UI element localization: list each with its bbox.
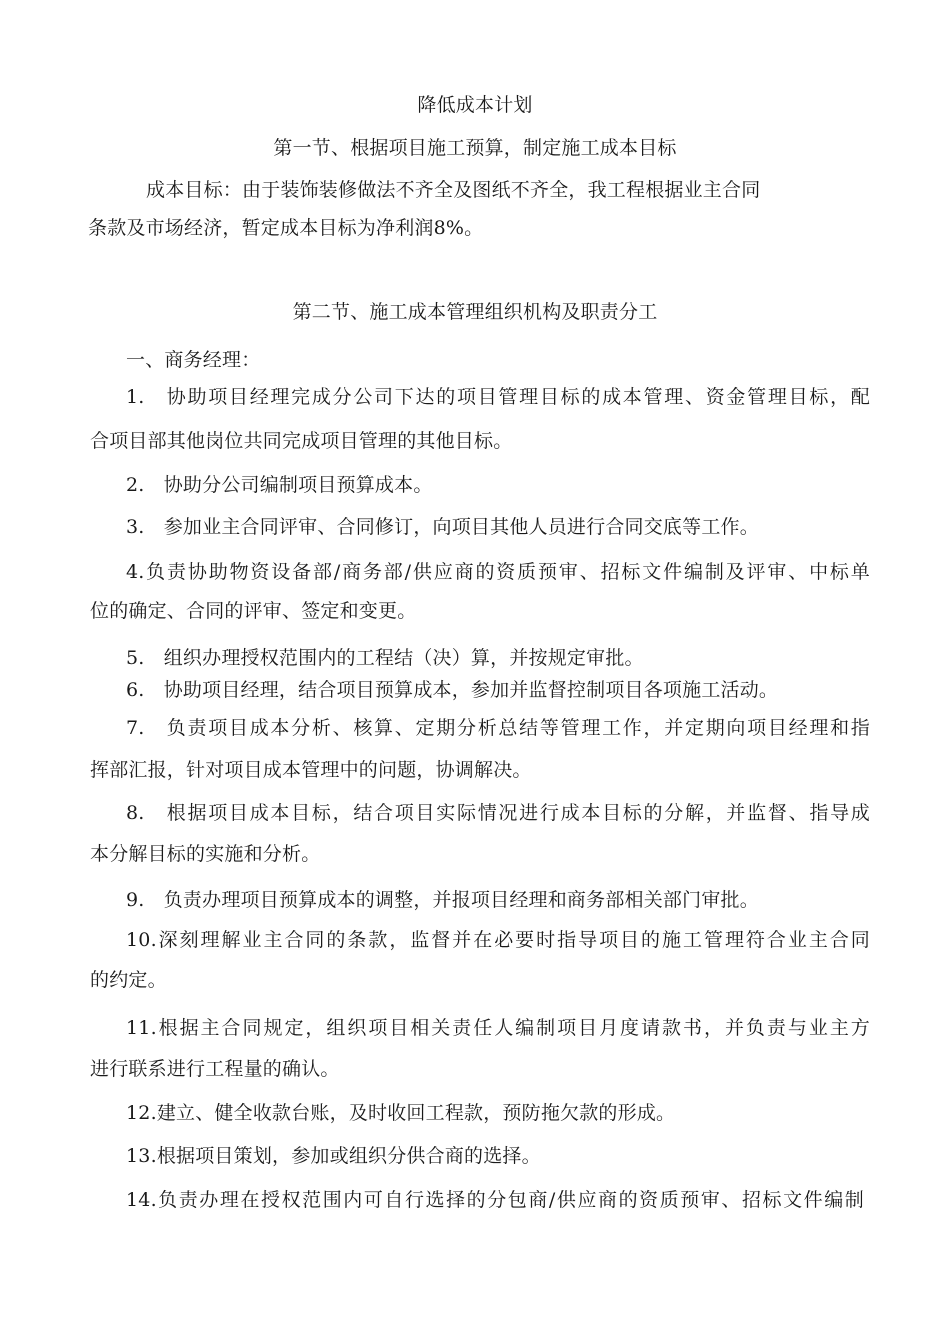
subheading-business-manager: 一、商务经理： <box>126 349 261 371</box>
section1-heading: 第一节、根据项目施工预算，制定施工成本目标 <box>273 137 677 159</box>
list-item-1-line2: 合项目部其他岗位共同完成项目管理的其他目标。 <box>90 430 513 452</box>
list-item-4-line2: 位的确定、合同的评审、签定和变更。 <box>90 600 417 622</box>
list-item-7-line1: 7. 负责项目成本分析、核算、定期分析总结等管理工作，并定期向项目经理和指 <box>126 717 870 739</box>
list-item-4-line1: 4.负责协助物资设备部/商务部/供应商的资质预审、招标文件编制及评审、中标单 <box>126 561 870 583</box>
list-item-9: 9. 负责办理项目预算成本的调整，并报项目经理和商务部相关部门审批。 <box>126 889 759 911</box>
list-item-7-line2: 挥部汇报，针对项目成本管理中的问题，协调解决。 <box>90 759 532 781</box>
list-item-10-line1: 10.深刻理解业主合同的条款，监督并在必要时指导项目的施工管理符合业主合同 <box>126 929 870 951</box>
list-item-5: 5. 组织办理授权范围内的工程结（决）算，并按规定审批。 <box>126 647 644 669</box>
list-item-11-line1: 11.根据主合同规定，组织项目相关责任人编制项目月度请款书，并负责与业主方 <box>126 1017 870 1039</box>
list-item-6: 6. 协助项目经理，结合项目预算成本，参加并监督控制项目各项施工活动。 <box>126 679 779 701</box>
list-item-8-line2: 本分解目标的实施和分析。 <box>90 843 321 865</box>
list-item-10-line2: 的约定。 <box>90 969 167 991</box>
section2-heading: 第二节、施工成本管理组织机构及职责分工 <box>292 301 658 323</box>
list-item-3: 3. 参加业主合同评审、合同修订，向项目其他人员进行合同交底等工作。 <box>126 516 759 538</box>
cost-target-line1: 成本目标：由于装饰装修做法不齐全及图纸不齐全，我工程根据业主合同 <box>146 179 761 201</box>
list-item-2: 2. 协助分公司编制项目预算成本。 <box>126 474 433 496</box>
list-item-1-line1: 1. 协助项目经理完成分公司下达的项目管理目标的成本管理、资金管理目标，配 <box>126 386 870 408</box>
list-item-8-line1: 8. 根据项目成本目标，结合项目实际情况进行成本目标的分解，并监督、指导成 <box>126 802 870 824</box>
list-item-12: 12.建立、健全收款台账，及时收回工程款，预防拖欠款的形成。 <box>126 1102 676 1124</box>
list-item-13: 13.根据项目策划，参加或组织分供合商的选择。 <box>126 1145 541 1167</box>
document-title: 降低成本计划 <box>417 94 533 116</box>
list-item-11-line2: 进行联系进行工程量的确认。 <box>90 1058 340 1080</box>
list-item-14-line1: 14.负责办理在授权范围内可自行选择的分包商/供应商的资质预审、招标文件编制 <box>126 1189 864 1211</box>
cost-target-line2: 条款及市场经济，暂定成本目标为净利润8%。 <box>88 217 484 239</box>
